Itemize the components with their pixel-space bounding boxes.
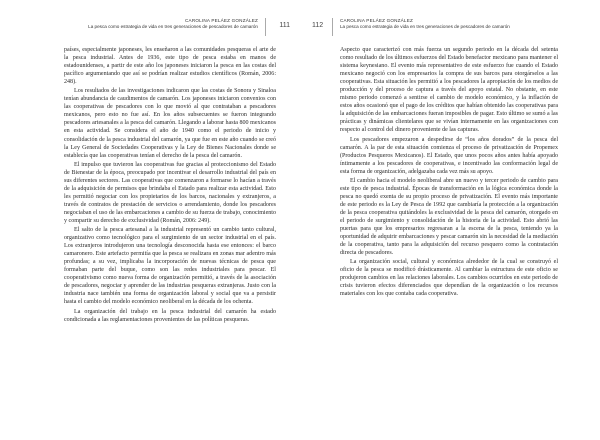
paragraph: países, especialmente japoneses, les enseñaron a las comunidades pesqueras el arte de la pesca industrial. Antes de 1936, este tipo de pesca estaba en manos de estadounidenses, a partir de este año los japoneses iniciaron la pesca en las costas del pacífico argumentando que así se podrían realizar estudios científicos (Román, 2006: 248).: [64, 47, 276, 86]
right-page: [300, 0, 600, 440]
page-body: [64, 46, 276, 325]
paragraph: La organización social, cultural y económica alrededor de la cual se construyó el oficio de la pesca se modificó drásticamente. Al cambiar la estructura de este oficio se produjeron cambios en las relaciones laborales. Los cambios ocurridos en este periodo de crisis tuvieron efectos diferenciados que dependían de la organización o los recursos materiales con los que contaba cada cooperativa.: [340, 259, 558, 298]
running-header: [88, 18, 258, 30]
paragraph: El impulso que tuvieron las cooperativas fue gracias al proteccionismo del Estado de Bienestar de la época, preocupado por incentivar el desarrollo industrial del país en sus diferentes sectores. Las cooperativas que comenzaron a formarse lo hacían a través de la adquisición de permisos que brindaba el Estado para realizar esta actividad. Esto les permitió negociar con los propietarios de los barcos, nacionales y extranjeros, a través de contratos de prestación de servicios o arrendamiento, donde los pescadores negociaban el uso de las embarcaciones a cambio de su fuerza de trabajo, conocimiento y compartir su derecho de exclusividad (Román, 2006: 249).: [64, 161, 276, 224]
paragraph: Los pescadores empezaron a despedirse de “los años dorados” de la pesca del camarón. A la par de esta situación comienza el proceso de privatización de Propemex (Productos Pesqueros Mexicanos). El Estado, que unos pocos años antes había apoyado íntimamente a los pescadores de cooperativas, e incentivado las conformación legal de esta forma de organización, adelgazaba cada vez más su apoyo.: [340, 136, 558, 175]
header-title: La pesca como estrategia de vida en tres generaciones de pescadores de camarón: [88, 24, 258, 29]
paragraph: La organización del trabajo en la pesca industrial del camarón ha estado condicionada a las reglamentaciones provenientes de las políticas pesqueras.: [64, 308, 276, 323]
paragraph: Aspecto que caracterizó con más fuerza un segundo periodo en la década del setenta como resultado de los últimos esfuerzos del Estado benefactor mexicano para mantener el sistema keynesiano. El evento más representativo de este esfuerzo fue cuando el Estado mexicano negoció con los empresarios la compra de sus barcos para otorgárselos a las cooperativas. Esta situación les permitió a los pescadores la apropiación de los medios de producción y del proceso de captura a través del apoyo estatal. No obstante, en este mismo periodo comenzó a sentirse el cambio de modelo económico, y la inflación de estos años ocasionó que el pago de los créditos que habían obtenido las cooperativas para la adquisición de las embarcaciones fueran imposibles de pagar. Esto último se sumó a las prácticas y dinámicas clientelares que se vivían internamente en las organizaciones con respecto al control del dinero proveniente de las capturas.: [340, 47, 558, 134]
page-number: 111: [279, 22, 290, 29]
header-divider: [332, 18, 333, 36]
page-body: [340, 46, 558, 299]
paragraph: El cambio hacia el modelo neoliberal abre un nuevo y tercer periodo de cambio para este tipo de pesca industrial. Épocas de transformación en la lógica económica donde la pesca no quedó exenta de su propio proceso de privatización. El evento más importante de este periodo es la Ley de Pesca de 1992 que cambiaría la protección a la organización de la pesca cooperativa quitándoles la exclusividad de la pesca del camarón, otorgado en el periodo de surgimiento y consolidación de la historia de la actividad. Esto abrió las puertas para que los empresarios regresaran a la escena de la pesca, teniendo ya la oportunidad de adquirir embarcaciones y pescar camarón sin la necesidad de la mediación de la cooperativa, tanto para la adquisición del recurso pesquero como la contratación directa de pescadores.: [340, 177, 558, 257]
header-title: La pesca como estrategia de vida en tres generaciones de pescadores de camarón: [340, 24, 510, 29]
running-header: [340, 18, 510, 30]
header-divider: [265, 18, 266, 36]
page-number: 112: [312, 22, 324, 29]
paragraph: Los resultados de las investigaciones indicaron que las costas de Sonora y Sinaloa tenían abundancia de caudimentos de camarón. Los japoneses iniciaron convenios con las cooperativas de pescadores con lo que movió al que contrataban a pescadores mexicanos, pero esto no fue así. En los años subsecuentes se fueron integrando pescadores artesanales a la pesca del camarón. Llegando a laborar hasta 800 mexicanos en esta actividad. Se considera el año de 1940 como el periodo de inicio y consolidación de la pesca industrial del camarón, ya que fue en este año cuando se creó la Ley General de Sociedades Cooperativas y la Ley de Bienes Nacionales donde se establecía que las cooperativas tenían el derecho de la pesca del camarón.: [64, 88, 276, 159]
header-author: CAROLINA PELÁEZ GONZÁLEZ: [340, 18, 413, 23]
paragraph: El salto de la pesca artesanal a la industrial representó un cambio tanto cultural, organizativo como tecnológico para el surgimiento de un sector industrial en el país. Los extranjeros introdujeron una tecnología desconocida hasta ese entonces: el barco camaronero. Este artefacto permitía que la pesca se realizara en zonas mar adentro más profundas; a su vez, implicaba la incorporación de nuevas técnicas de pesca que formaban parte del buque, como son las redes industriales para pescar. El cooperativismo como nueva forma de organización permitió, a través de la asociación de pescadores, negociar y aprender de las industrias pesqueras extranjeras. Justo con la industria nace también una forma de organización laboral y social que va a persistir hasta el cambio del modelo económico neoliberal en la década de los ochenta.: [64, 227, 276, 306]
header-author: CAROLINA PELÁEZ GONZÁLEZ: [185, 18, 258, 23]
